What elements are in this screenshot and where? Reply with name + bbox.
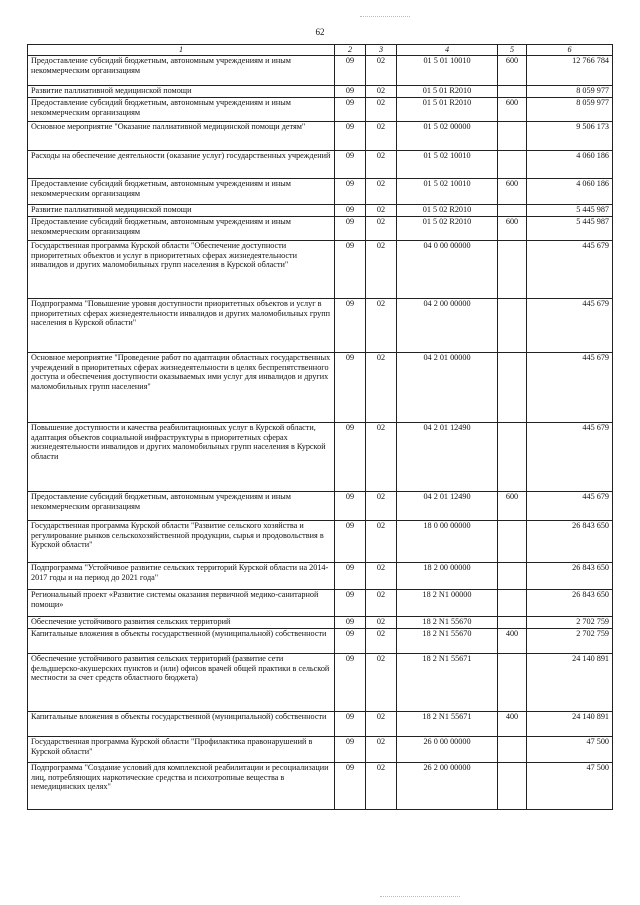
table-row — [28, 179, 613, 205]
row-name-cell: Государственная программа Курской области "Развитие сельского хозяйства и регулирование рынков сельскохозяйственной продукции, сырья и продовольствия в Курской области" — [28, 521, 335, 563]
row-amount-cell: 445 679 — [527, 492, 613, 521]
row-target-article-cell: 26 0 00 00000 — [397, 737, 498, 763]
row-target-article-cell: 01 5 01 R2010 — [397, 86, 498, 98]
row-name-cell: Государственная программа Курской области "Обеспечение доступности приоритетных объектов и услуг в приоритетных сферах жизнедеятельности инвалидов и других маломобильных групп населения в Курской области" — [28, 241, 335, 299]
row-subsection-cell: 02 — [366, 151, 397, 179]
table-row — [28, 122, 613, 151]
row-subsection-cell: 02 — [366, 86, 397, 98]
row-subsection-cell: 02 — [366, 712, 397, 737]
row-subsection-cell: 02 — [366, 179, 397, 205]
row-name-cell: Предоставление субсидий бюджетным, автономным учреждениям и иным некоммерческим организациям — [28, 98, 335, 122]
row-expense-type-cell — [498, 423, 527, 492]
table-row — [28, 299, 613, 353]
row-amount-cell: 9 506 173 — [527, 122, 613, 151]
row-subsection-cell: 02 — [366, 98, 397, 122]
row-target-article-cell: 18 2 N1 55670 — [397, 617, 498, 629]
row-name-cell: Капитальные вложения в объекты государственной (муниципальной) собственности — [28, 629, 335, 654]
row-amount-cell: 445 679 — [527, 353, 613, 423]
row-name-cell: Расходы на обеспечение деятельности (оказание услуг) государственных учреждений — [28, 151, 335, 179]
row-subsection-cell: 02 — [366, 217, 397, 241]
row-section-cell: 09 — [335, 151, 366, 179]
row-target-article-cell: 04 2 01 12490 — [397, 423, 498, 492]
row-name-cell: Обеспечение устойчивого развития сельских территорий (развитие сети фельдшерско-акушерских пунктов и (или) офисов врачей общей практики в сельской местности за счет средств областного бюджета) — [28, 654, 335, 712]
row-section-cell: 09 — [335, 241, 366, 299]
row-subsection-cell: 02 — [366, 299, 397, 353]
table-body — [28, 56, 613, 810]
table-row — [28, 590, 613, 617]
row-name-cell: Предоставление субсидий бюджетным, автономным учреждениям и иным некоммерческим организациям — [28, 217, 335, 241]
row-expense-type-cell — [498, 205, 527, 217]
row-amount-cell: 5 445 987 — [527, 205, 613, 217]
row-expense-type-cell: 600 — [498, 217, 527, 241]
row-section-cell: 09 — [335, 299, 366, 353]
row-amount-cell: 12 766 784 — [527, 56, 613, 86]
column-header: 5 — [498, 45, 527, 56]
table-row — [28, 617, 613, 629]
scan-artifact-top — [360, 16, 410, 17]
row-expense-type-cell: 600 — [498, 179, 527, 205]
row-expense-type-cell: 600 — [498, 492, 527, 521]
row-amount-cell: 4 060 186 — [527, 151, 613, 179]
table-row — [28, 241, 613, 299]
column-header: 3 — [366, 45, 397, 56]
row-amount-cell: 26 843 650 — [527, 521, 613, 563]
row-amount-cell: 47 500 — [527, 737, 613, 763]
row-target-article-cell: 18 0 00 00000 — [397, 521, 498, 563]
row-subsection-cell: 02 — [366, 205, 397, 217]
row-expense-type-cell — [498, 353, 527, 423]
row-subsection-cell: 02 — [366, 617, 397, 629]
row-section-cell: 09 — [335, 353, 366, 423]
row-subsection-cell: 02 — [366, 241, 397, 299]
row-expense-type-cell — [498, 521, 527, 563]
row-target-article-cell: 18 2 N1 00000 — [397, 590, 498, 617]
row-amount-cell: 26 843 650 — [527, 563, 613, 590]
row-section-cell: 09 — [335, 563, 366, 590]
row-amount-cell: 5 445 987 — [527, 217, 613, 241]
row-name-cell: Капитальные вложения в объекты государственной (муниципальной) собственности — [28, 712, 335, 737]
table-row — [28, 654, 613, 712]
column-header: 6 — [527, 45, 613, 56]
row-section-cell: 09 — [335, 423, 366, 492]
row-target-article-cell: 01 5 02 10010 — [397, 179, 498, 205]
row-subsection-cell: 02 — [366, 763, 397, 810]
row-subsection-cell: 02 — [366, 563, 397, 590]
row-target-article-cell: 18 2 N1 55671 — [397, 712, 498, 737]
row-subsection-cell: 02 — [366, 56, 397, 86]
table-row — [28, 98, 613, 122]
row-subsection-cell: 02 — [366, 423, 397, 492]
page-number: 62 — [315, 27, 325, 37]
row-section-cell: 09 — [335, 737, 366, 763]
row-amount-cell: 2 702 759 — [527, 629, 613, 654]
row-target-article-cell: 26 2 00 00000 — [397, 763, 498, 810]
table-row — [28, 86, 613, 98]
row-subsection-cell: 02 — [366, 492, 397, 521]
row-subsection-cell: 02 — [366, 122, 397, 151]
row-section-cell: 09 — [335, 763, 366, 810]
row-amount-cell: 24 140 891 — [527, 712, 613, 737]
budget-table — [27, 44, 613, 810]
row-amount-cell: 2 702 759 — [527, 617, 613, 629]
row-section-cell: 09 — [335, 217, 366, 241]
row-name-cell: Предоставление субсидий бюджетным, автономным учреждениям и иным некоммерческим организациям — [28, 179, 335, 205]
row-section-cell: 09 — [335, 629, 366, 654]
row-amount-cell: 445 679 — [527, 241, 613, 299]
table-row — [28, 521, 613, 563]
table-row — [28, 217, 613, 241]
row-amount-cell: 445 679 — [527, 423, 613, 492]
table-row — [28, 56, 613, 86]
column-header: 1 — [28, 45, 335, 56]
table-row — [28, 737, 613, 763]
row-section-cell: 09 — [335, 205, 366, 217]
row-target-article-cell: 18 2 00 00000 — [397, 563, 498, 590]
row-name-cell: Подпрограмма "Создание условий для комплексной реабилитации и ресоциализации лиц, потребляющих наркотические средства и психотропные вещества в немедицинских целях" — [28, 763, 335, 810]
row-section-cell: 09 — [335, 98, 366, 122]
table-row — [28, 492, 613, 521]
row-subsection-cell: 02 — [366, 590, 397, 617]
row-target-article-cell: 04 0 00 00000 — [397, 241, 498, 299]
row-section-cell: 09 — [335, 617, 366, 629]
row-expense-type-cell — [498, 241, 527, 299]
row-amount-cell: 8 059 977 — [527, 98, 613, 122]
row-name-cell: Основное мероприятие "Проведение работ по адаптации областных государственных учреждений в приоритетных сферах жизнедеятельности в целях беспрепятственного доступа и обеспечения доступности оказываемых ими услуг для инвалидов и других маломобильных групп населения" — [28, 353, 335, 423]
row-section-cell: 09 — [335, 521, 366, 563]
row-name-cell: Предоставление субсидий бюджетным, автономным учреждениям и иным некоммерческим организациям — [28, 56, 335, 86]
row-target-article-cell: 01 5 02 00000 — [397, 122, 498, 151]
table-row — [28, 151, 613, 179]
row-amount-cell: 4 060 186 — [527, 179, 613, 205]
row-section-cell: 09 — [335, 712, 366, 737]
table-row — [28, 423, 613, 492]
row-expense-type-cell — [498, 299, 527, 353]
row-target-article-cell: 01 5 01 10010 — [397, 56, 498, 86]
row-section-cell: 09 — [335, 590, 366, 617]
row-name-cell: Региональный проект «Развитие системы оказания первичной медико-санитарной помощи» — [28, 590, 335, 617]
table-row — [28, 629, 613, 654]
row-target-article-cell: 01 5 02 R2010 — [397, 217, 498, 241]
row-target-article-cell: 18 2 N1 55670 — [397, 629, 498, 654]
row-section-cell: 09 — [335, 122, 366, 151]
table-header-row — [28, 45, 613, 56]
row-name-cell: Обеспечение устойчивого развития сельских территорий — [28, 617, 335, 629]
table-row — [28, 353, 613, 423]
row-target-article-cell: 01 5 02 10010 — [397, 151, 498, 179]
scan-artifact-bottom — [380, 896, 460, 897]
row-amount-cell: 24 140 891 — [527, 654, 613, 712]
table-row — [28, 763, 613, 810]
row-expense-type-cell — [498, 617, 527, 629]
row-expense-type-cell — [498, 563, 527, 590]
row-expense-type-cell — [498, 654, 527, 712]
row-expense-type-cell — [498, 737, 527, 763]
row-amount-cell: 8 059 977 — [527, 86, 613, 98]
row-expense-type-cell: 400 — [498, 712, 527, 737]
row-target-article-cell: 04 2 00 00000 — [397, 299, 498, 353]
row-subsection-cell: 02 — [366, 353, 397, 423]
row-expense-type-cell — [498, 590, 527, 617]
row-target-article-cell: 01 5 01 R2010 — [397, 98, 498, 122]
row-target-article-cell: 04 2 01 12490 — [397, 492, 498, 521]
column-header: 2 — [335, 45, 366, 56]
row-target-article-cell: 04 2 01 00000 — [397, 353, 498, 423]
row-name-cell: Предоставление субсидий бюджетным, автономным учреждениям и иным некоммерческим организациям — [28, 492, 335, 521]
row-name-cell: Повышение доступности и качества реабилитационных услуг в Курской области, адаптация объектов социальной инфраструктуры в приоритетных сферах жизнедеятельности инвалидов и других маломобильных групп населения в Курской области — [28, 423, 335, 492]
table-row — [28, 563, 613, 590]
row-subsection-cell: 02 — [366, 629, 397, 654]
row-expense-type-cell: 400 — [498, 629, 527, 654]
table-row — [28, 712, 613, 737]
row-section-cell: 09 — [335, 56, 366, 86]
row-expense-type-cell — [498, 151, 527, 179]
row-subsection-cell: 02 — [366, 737, 397, 763]
row-name-cell: Развитие паллиативной медицинской помощи — [28, 205, 335, 217]
row-name-cell: Основное мероприятие "Оказание паллиативной медицинской помощи детям" — [28, 122, 335, 151]
row-target-article-cell: 18 2 N1 55671 — [397, 654, 498, 712]
row-name-cell: Подпрограмма "Повышение уровня доступности приоритетных объектов и услуг в приоритетных сферах жизнедеятельности инвалидов и других маломобильных групп населения в Курской области" — [28, 299, 335, 353]
row-name-cell: Развитие паллиативной медицинской помощи — [28, 86, 335, 98]
row-amount-cell: 26 843 650 — [527, 590, 613, 617]
row-expense-type-cell: 600 — [498, 56, 527, 86]
table-row — [28, 205, 613, 217]
column-header: 4 — [397, 45, 498, 56]
row-expense-type-cell — [498, 763, 527, 810]
row-name-cell: Подпрограмма "Устойчивое развитие сельских территорий Курской области на 2014-2017 годы и на период до 2021 года" — [28, 563, 335, 590]
row-amount-cell: 445 679 — [527, 299, 613, 353]
row-section-cell: 09 — [335, 86, 366, 98]
row-subsection-cell: 02 — [366, 654, 397, 712]
row-expense-type-cell: 600 — [498, 98, 527, 122]
row-subsection-cell: 02 — [366, 521, 397, 563]
row-section-cell: 09 — [335, 492, 366, 521]
row-amount-cell: 47 500 — [527, 763, 613, 810]
row-name-cell: Государственная программа Курской области "Профилактика правонарушений в Курской области" — [28, 737, 335, 763]
row-expense-type-cell — [498, 86, 527, 98]
row-section-cell: 09 — [335, 654, 366, 712]
row-target-article-cell: 01 5 02 R2010 — [397, 205, 498, 217]
row-section-cell: 09 — [335, 179, 366, 205]
row-expense-type-cell — [498, 122, 527, 151]
